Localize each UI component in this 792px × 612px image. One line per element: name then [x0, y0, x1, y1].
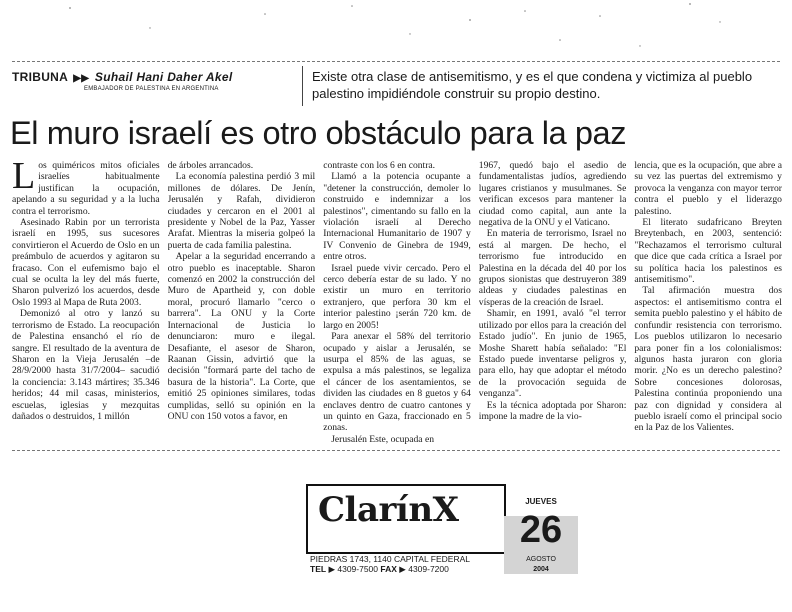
header-divider — [302, 66, 303, 106]
fax-number: 4309-7200 — [408, 564, 449, 574]
article-paragraph: Tal afirmación muestra dos aspectos: el antisemitismo contra el semita pueblo palestino y el hábito de confundir resistencia con terrorismo. Los pueblos utilizaron lo necesario para poner fin a los colonialismos: algunos hasta juraron con gloria morir. ¿No es un derecho palestino? Sobre concesiones dolorosas, Palestina continúa proponiendo una paz con dignidad y considera al pueblo israelí como el principal socio en la Paz de los Valientes. — [634, 285, 782, 434]
bottom-dashed-rule — [12, 450, 780, 452]
masthead-address: PIEDRAS 1743, 1140 CAPITAL FEDERAL — [310, 554, 470, 564]
article-deck: Existe otra clase de antisemitismo, y es el que condena y victimiza al pueblo palestino impidiéndole construir su propio destino. — [312, 69, 753, 101]
author-role: EMBAJADOR DE PALESTINA EN ARGENTINA — [84, 86, 219, 92]
section-header — [12, 70, 232, 84]
scan-noise — [0, 0, 792, 70]
article-paragraph: El literato sudafricano Breyten Breytenbach, en 2003, sentenció: "Rechazamos el terrorismo cultural que dice que cada crítica a Israel por su política hacia los palestinos es antisemitismo". — [634, 217, 782, 286]
clarin-logo — [318, 490, 458, 530]
article-paragraph: 1967, quedó bajo el asedio de fundamentalistas judíos, agrediendo lugares cristianos y musulmanes. Se verifican excesos para mantener la ciudad como capital, aun ante la negativa de la ONU y el Vaticano. — [478, 160, 627, 229]
article-paragraph: Para anexar el 58% del territorio ocupado y aislar a Jerusalén, se usurpa el 85% de las aguas, se expulsa a más palestinos, se legaliza el cáncer de los asentamientos, se dividen las ciudades en 8 guetos y 64 enclaves dentro de cuatro cantones y un quinto en Gaza, fraccionado en 5 zonas. — [323, 331, 471, 434]
author-name: Suhail Hani Daher Akel — [94, 70, 233, 84]
article-body — [12, 160, 782, 444]
article-column-5 — [634, 160, 782, 444]
tel-number: 4309-7500 — [337, 564, 379, 574]
tel-label: TEL — [310, 564, 327, 574]
article-headline: El muro israelí es otro obstáculo para la paz — [10, 115, 627, 151]
article-column-3 — [323, 160, 471, 444]
article-paragraph: Llamó a la potencia ocupante a "detener la construcción, demoler lo construido e indemnizar a los palestinos", cimentando su fallo en la violación israelí al Derecho Internacional Humanitario de 1907 y IV Convenio de Ginebra de 1949, entre otros. — [323, 171, 471, 263]
masthead-contact — [310, 554, 470, 574]
clarin-masthead — [306, 484, 506, 554]
date-weekday: JUEVES — [525, 497, 557, 506]
section-label: TRIBUNA — [12, 70, 68, 84]
article-paragraph: La economía palestina perdió 3 mil millones de dólares. De Jenín, Jerusalén y Rafah, dividieron ciudades y cercaron en el 2001 al presidente y Nobel de la Paz, Yasser Arafat. Mientras la miseria golpeó la puerta de cada familia palestina. — [167, 171, 316, 251]
drop-cap: L — [12, 160, 36, 197]
clarin-logo-mark: X — [432, 490, 459, 530]
masthead-phones — [310, 564, 470, 574]
article-paragraph: contraste con los 6 en contra. — [323, 160, 436, 171]
article-column-4 — [479, 160, 627, 444]
article-paragraph: Los quiméricos mitos oficiales israelíes habitualmente justifican la ocupación, apelando a su seguridad y a la lucha contra el terrorismo. — [12, 160, 160, 217]
article-paragraph: Asesinado Rabin por un terrorista israelí en 1995, sus sucesores convirtieron el Acuerdo de Oslo en un preámbulo de acuerdos y agitaron su fracaso. Con el eufemismo bajo el cual se oculta la ley del más fuerte, Sharon pulverizó los acuerdos, desde Oslo 1993 al Mapa de Ruta 2003. — [12, 217, 160, 308]
article-paragraph: lencia, que es la ocupación, que abre a su vez las puertas del extremismo y provoca la venganza con mayor terror contra el pueblo y el liderazgo palestino. — [634, 160, 782, 217]
clarin-logo-text: Clarín — [318, 490, 433, 530]
article-paragraph: Israel puede vivir cercado. Pero el cerco debería estar de su lado. Y no existir un muro en territorio extranjero, que perfora 30 km el interior palestino ¡serán 720 km. de largo en 2005! — [323, 262, 471, 331]
tel-arrow-icon: ▶ — [328, 564, 335, 574]
article-paragraph: Apelar a la seguridad encerrando a otro pueblo es inaceptable. Sharon comenzó en 2002 la construcción del Muro de Apartheid y, con doble moral, procuró llamarlo "cerco o barrera". La ONU y la Corte Internacional de Justicia lo denunciaron: muro e ilegal. Desafiante, el asesor de Sharon, Raanan Gissin, advirtió que la decisión "formará parte del tacho de basura de la historia". La Corte, que emitió 25 opiniones similares, todas cumplidas, selló su opinión en la ONU con 150 votos a favor, en — [167, 251, 316, 422]
article-paragraph: Shamir, en 1991, avaló "el terror utilizado por ellos para la creación del Estado judío". En junio de 1965, Moshe Sharett había señalado: "El Estado puede inventarse peligros y, para ello, hay que adoptar el método de la provocación seguida de venganza". — [478, 308, 627, 400]
fax-label: FAX — [380, 564, 397, 574]
date-day-number: 26 — [519, 509, 563, 551]
article-paragraph: Jerusalén Este, ocupada en — [331, 433, 435, 444]
article-column-1 — [12, 160, 160, 444]
top-dashed-rule — [12, 61, 780, 63]
date-month: AGOSTO — [526, 556, 556, 563]
article-paragraph: Demonizó al otro y lanzó su terrorismo de Estado. La reocupación de Palestina ensanchó el río de sangre. El resultado de la aventura de Sharon en la Vieja Jerusalén –de 28/9/2000 hasta 31/7/2004– sacudió la conciencia: 3.143 mártires; 35.346 heridos; 44 mil casas, ministerios, escuelas, iglesias y mezquitas dañados o destruidos, 1 millón — [12, 308, 160, 422]
article-paragraph: de árboles arrancados. — [167, 160, 254, 171]
date-year: 2004 — [533, 566, 549, 573]
article-paragraph: Es la técnica adoptada por Sharon: impone la madre de la vio- — [478, 399, 627, 422]
fax-arrow-icon: ▶ — [399, 564, 406, 574]
article-paragraph: En materia de terrorismo, Israel no está al margen. De hecho, el terrorismo fue introducido en Palestina en la década del 40 por los grupos sionistas que destruyeron 389 aldeas y ciudades palestinas en vísperas de la creación de Israel. — [478, 228, 627, 308]
article-column-2 — [168, 160, 316, 444]
section-arrows-icon: ▶▶ — [73, 73, 90, 84]
